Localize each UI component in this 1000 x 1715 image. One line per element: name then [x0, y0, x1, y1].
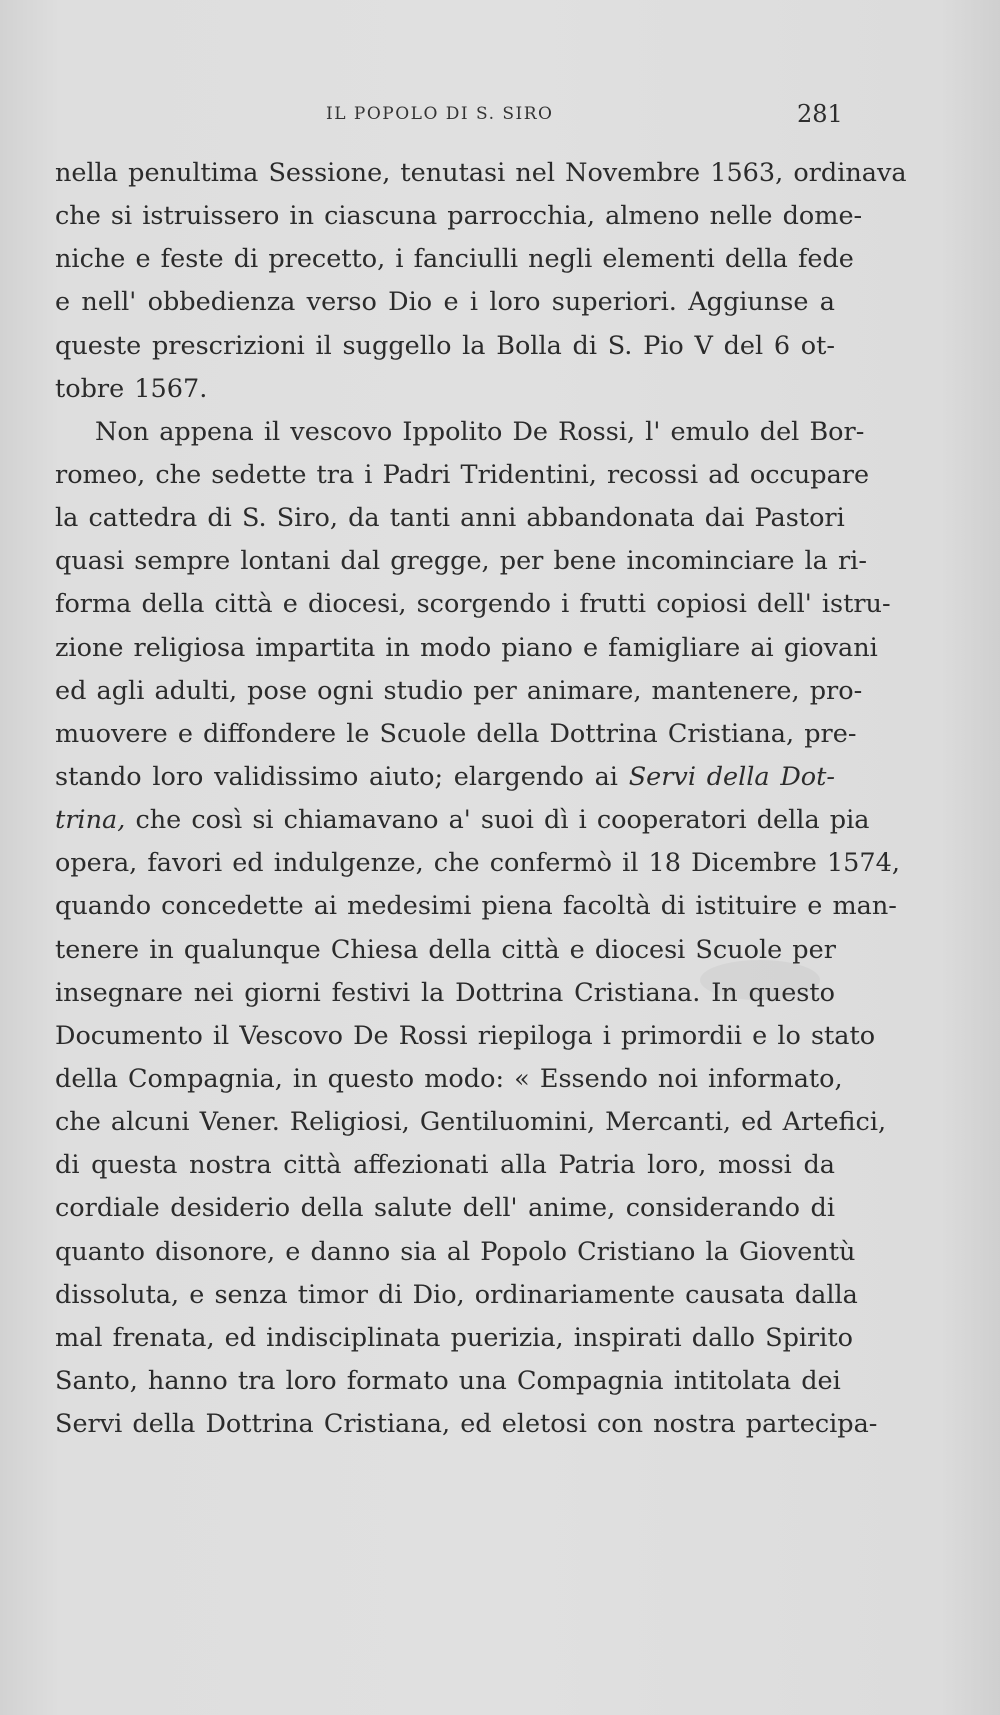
page-number: 281	[797, 100, 843, 128]
text-segment: che così si chiamavano a' suoi dì i cooperatori della pia	[135, 805, 870, 836]
text-line: che si istruissero in ciascuna parrocchia, almeno nelle dome-	[55, 201, 863, 232]
text-line: quando concedette ai medesimi piena facoltà di istituire e man-	[55, 891, 897, 922]
text-line: muovere e diffondere le Scuole della Dottrina Cristiana, pre-	[55, 718, 857, 749]
text-line: quanto disonore, e danno sia al Popolo Cristiano la Gioventù	[55, 1236, 856, 1267]
text-line: della Compagnia, in questo modo: « Essendo noi informato,	[55, 1063, 843, 1094]
text-line: cordiale desiderio della salute dell' anime, considerando di	[55, 1193, 835, 1224]
text-line: dissoluta, e senza timor di Dio, ordinariamente causata dalla	[55, 1279, 858, 1310]
text-line	[55, 756, 835, 799]
text-line: tenere in qualunque Chiesa della città e diocesi Scuole per	[55, 934, 836, 965]
text-line: romeo, che sedette tra i Padri Tridentini, recossi ad occupare	[55, 459, 870, 490]
italic-term: trina,	[55, 805, 126, 836]
text-line: di questa nostra città affezionati alla Patria loro, mossi da	[55, 1150, 835, 1181]
text-line: Documento il Vescovo De Rossi riepiloga i primordii e lo stato	[55, 1020, 876, 1051]
text-line	[55, 799, 870, 842]
text-line: quasi sempre lontani dal gregge, per bene incominciare la ri-	[55, 546, 867, 577]
italic-term: Servi della Dot-	[628, 761, 835, 792]
text-line: forma della città e diocesi, scorgendo i frutti copiosi dell' istru-	[55, 589, 891, 620]
text-line: nella penultima Sessione, tenutasi nel Novembre 1563, ordinava	[55, 158, 907, 188]
text-line: Non appena il vescovo Ippolito De Rossi, l' emulo del Bor-	[95, 416, 865, 447]
text-line: ed agli adulti, pose ogni studio per animare, mantenere, pro-	[55, 675, 863, 706]
text-line: la cattedra di S. Siro, da tanti anni abbandonata dai Pastori	[55, 503, 845, 534]
body-text	[55, 152, 907, 1446]
text-line: queste prescrizioni il suggello la Bolla di S. Pio V del 6 ot-	[55, 330, 835, 361]
text-line: che alcuni Vener. Religiosi, Gentiluomini, Mercanti, ed Artefici,	[55, 1107, 887, 1138]
text-line: niche e feste di precetto, i fanciulli negli elementi della fede	[55, 244, 854, 275]
text-line: Santo, hanno tra loro formato una Compagnia intitolata dei	[55, 1365, 841, 1396]
text-line: insegnare nei giorni festivi la Dottrina Cristiana. In questo	[55, 977, 835, 1008]
text-line: opera, favori ed indulgenze, che confermò il 18 Dicembre 1574,	[55, 848, 900, 879]
page-header	[0, 100, 1000, 132]
text-line: e nell' obbedienza verso Dio e i loro superiori. Aggiunse a	[55, 287, 835, 318]
text-line: tobre 1567.	[55, 373, 208, 404]
text-line: Servi della Dottrina Cristiana, ed eletosi con nostra partecipa-	[55, 1409, 878, 1440]
text-segment: stando loro validissimo aiuto; elargendo ai	[55, 761, 618, 792]
text-line: mal frenata, ed indisciplinata puerizia, inspirati dallo Spirito	[55, 1322, 853, 1353]
running-title: IL POPOLO DI S. SIRO	[326, 104, 554, 124]
text-line: zione religiosa impartita in modo piano e famigliare ai giovani	[55, 632, 878, 663]
